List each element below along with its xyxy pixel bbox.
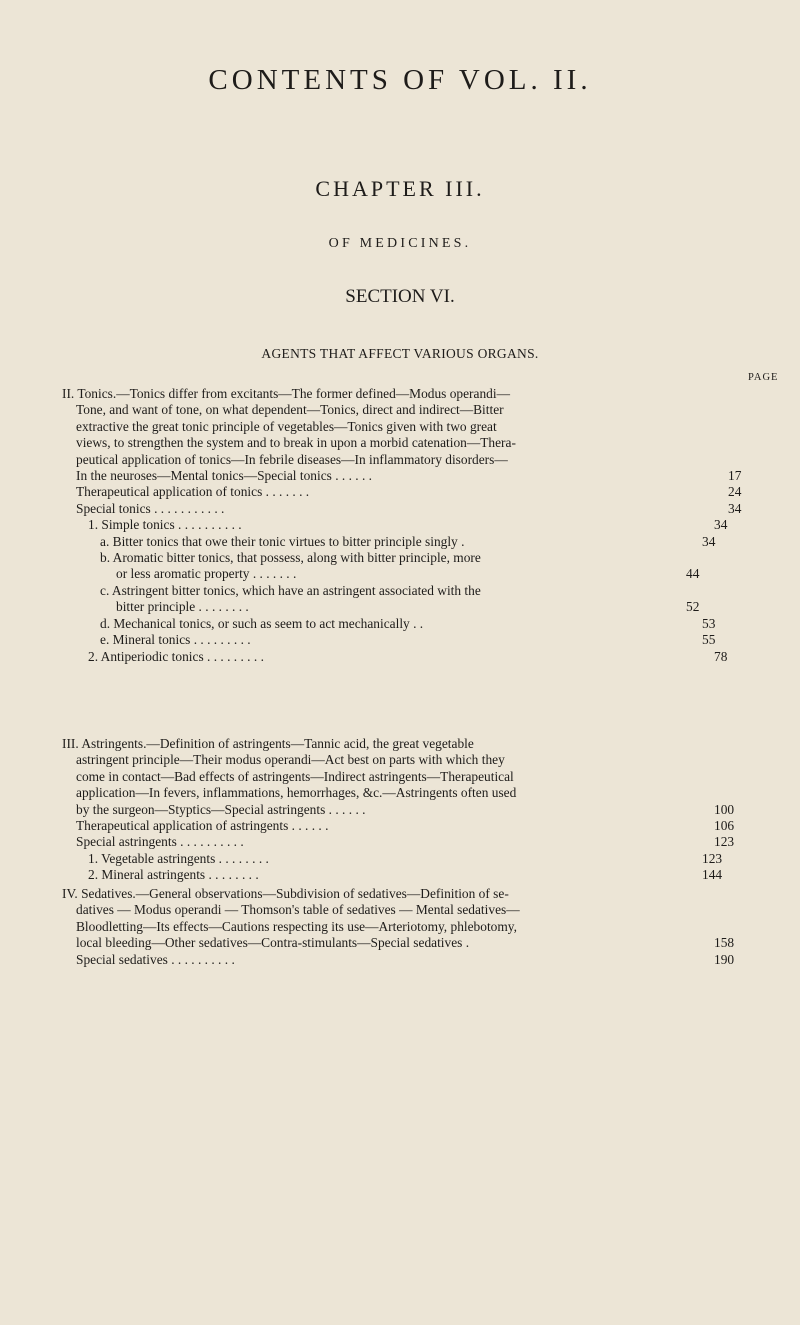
toc-intro-line: Tone, and want of tone, on what dependent—Tonics, direct and indirect—Bitter xyxy=(76,402,504,418)
toc-section-sedatives xyxy=(62,886,735,968)
toc-entry-page: 44 xyxy=(686,566,700,582)
toc-entry-text: Therapeutical application of tonics . . . . . . . xyxy=(76,484,310,500)
toc-entry-page: 53 xyxy=(702,615,716,631)
chapter-subheading: OF MEDICINES. xyxy=(328,236,472,251)
toc-entry-text: or less aromatic property . . . . . . . xyxy=(116,566,297,582)
section-subheading: AGENTS THAT AFFECT VARIOUS ORGANS. xyxy=(261,346,539,361)
toc-entry-page: 34 xyxy=(702,533,716,549)
toc-entry-text: 1. Simple tonics . . . . . . . . . . xyxy=(88,517,242,533)
toc-entry-page: 52 xyxy=(686,599,700,615)
toc-entry-page: 55 xyxy=(702,632,716,648)
toc-entry-text: bitter principle . . . . . . . . xyxy=(116,599,249,615)
toc-entry xyxy=(62,850,723,867)
toc-entry-page: 17 xyxy=(728,468,742,484)
toc-entry-page: 106 xyxy=(714,818,735,834)
toc-entry-text: d. Mechanical tonics, or such as seem to act mechanically . . xyxy=(100,615,424,631)
toc-entry-page: 123 xyxy=(702,850,723,866)
toc-entry xyxy=(62,951,735,968)
toc-entry-text: by the surgeon—Styptics—Special astringents . . . . . . xyxy=(76,801,366,817)
toc-entry-text: 2. Antiperiodic tonics . . . . . . . . . xyxy=(88,648,264,664)
page-column-label: PAGE xyxy=(748,372,779,383)
toc-entry xyxy=(62,484,742,500)
toc-entry-page: 144 xyxy=(702,867,723,883)
toc-entry-page: 190 xyxy=(714,951,735,967)
toc-entry-text: Special tonics . . . . . . . . . . . xyxy=(76,500,225,516)
toc-entry xyxy=(62,468,742,484)
toc-entry-page: 24 xyxy=(728,484,742,500)
toc-entry xyxy=(62,648,728,665)
toc-intro-line: application—In fevers, inflammations, hemorrhages, &c.—Astringents often used xyxy=(76,785,517,801)
toc-intro-line: come in contact—Bad effects of astringents—Indirect astringents—Therapeutical xyxy=(76,768,514,784)
toc-intro-line: views, to strengthen the system and to break in upon a morbid catenation—Thera- xyxy=(76,435,516,451)
toc-entry-text: e. Mineral tonics . . . . . . . . . xyxy=(100,632,251,648)
toc-entry-text: Special astringents . . . . . . . . . . xyxy=(76,834,244,850)
toc-section-astringents xyxy=(62,736,735,884)
toc-entry xyxy=(62,867,723,883)
toc-entry xyxy=(62,583,708,599)
toc-entry xyxy=(62,801,735,818)
toc-intro-line: datives — Modus operandi — Thomson's table of sedatives — Mental sedatives— xyxy=(76,902,520,918)
toc-entry-text: b. Aromatic bitter tonics, that possess, along with bitter principle, more xyxy=(100,550,481,566)
toc-entry xyxy=(62,818,735,834)
chapter-heading: CHAPTER III. xyxy=(315,176,485,201)
toc-entry xyxy=(62,615,716,632)
toc-entry xyxy=(62,566,708,582)
toc-section-tonics xyxy=(62,386,742,665)
toc-entry-text: 1. Vegetable astringents . . . . . . . . xyxy=(88,850,269,866)
toc-entry-text: 2. Mineral astringents . . . . . . . . xyxy=(88,867,259,883)
toc-intro-line: peutical application of tonics—In febrile diseases—In inflammatory disorders— xyxy=(76,451,508,467)
toc-entry-text: Special sedatives . . . . . . . . . . xyxy=(76,951,235,967)
toc-entry-text: In the neuroses—Mental tonics—Special tonics . . . . . . xyxy=(76,468,373,484)
section-heading: SECTION VI. xyxy=(345,286,455,307)
toc-entry xyxy=(62,632,716,648)
toc-intro-line: Bloodletting—Its effects—Cautions respecting its use—Arteriotomy, phlebotomy, xyxy=(76,918,517,934)
toc-entry xyxy=(62,834,735,850)
toc-entry xyxy=(62,550,708,566)
toc-intro-line: extractive the great tonic principle of vegetables—Tonics given with two great xyxy=(76,418,497,434)
toc-entry-page: 158 xyxy=(714,935,735,951)
toc-entry xyxy=(62,935,735,951)
toc-entry-text: local bleeding—Other sedatives—Contra-stimulants—Special sedatives . xyxy=(76,935,470,951)
toc-entry xyxy=(62,517,728,533)
toc-intro-line: III. Astringents.—Definition of astringents—Tannic acid, the great vegetable xyxy=(62,736,474,751)
contents-title: CONTENTS OF VOL. II. xyxy=(208,64,592,96)
toc-entry xyxy=(62,500,742,517)
toc-entry-page: 100 xyxy=(714,801,735,817)
toc-entry-page: 78 xyxy=(714,648,728,664)
toc-entry-text: Therapeutical application of astringents . . . . . . xyxy=(76,818,329,834)
toc-intro-line: II. Tonics.—Tonics differ from excitants—The former defined—Modus operandi— xyxy=(62,386,510,401)
toc-intro-line: IV. Sedatives.—General observations—Subdivision of sedatives—Definition of se- xyxy=(62,886,509,901)
toc-entry-page: 34 xyxy=(714,517,728,533)
toc-entry-text: a. Bitter tonics that owe their tonic virtues to bitter principle singly . xyxy=(100,533,465,549)
toc-intro-line: astringent principle—Their modus operandi—Act best on parts with which they xyxy=(76,752,505,768)
toc-entry xyxy=(62,533,716,550)
toc-entry-page: 34 xyxy=(728,500,742,516)
toc-entry-page: 123 xyxy=(714,834,735,850)
toc-entry-text: c. Astringent bitter tonics, which have an astringent associated with the xyxy=(100,582,481,598)
toc-entry xyxy=(62,599,708,615)
